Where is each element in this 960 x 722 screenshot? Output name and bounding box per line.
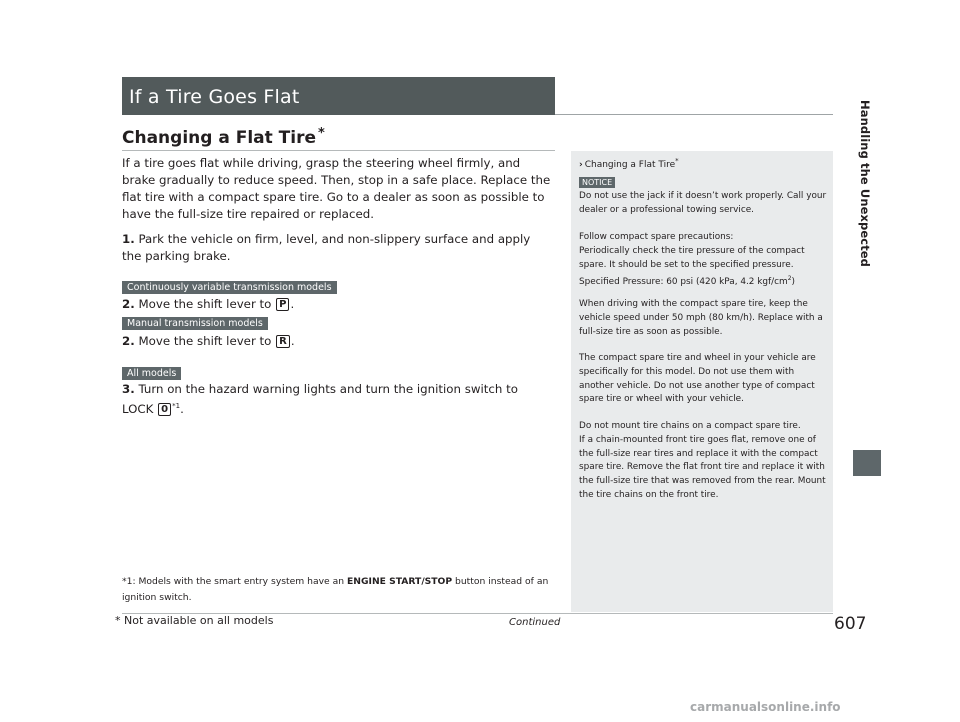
step-3-number: 3. [122,382,135,396]
step-2-cvt: 2. Move the shift lever to P . [122,297,295,311]
sidebar-paragraph-4: The compact spare tire and wheel in your vehicle are specifically for this model. Do not use them with another vehicle. Do not use another type of compact spare tire or wheel with your vehicle. [579,353,816,405]
availability-note: * Not available on all models [115,614,279,627]
sidebar-heading-star: * [675,157,679,165]
sidebar-paragraph-3: When driving with the compact spare tire, keep the vehicle speed under 50 mph (80 km/h). Replace with a full-size tire as soon as possible. [579,299,823,337]
chapter-tab[interactable] [853,450,881,476]
continued-label: Continued [509,617,561,628]
watermark: carmanualsonline.info [690,700,841,714]
intro-paragraph: If a tire goes flat while driving, grasp the steering wheel firmly, and brake gradually to reduce speed. Then, stop in a safe place. Replace the flat tire with a compact spare tire. Go to a dealer as soon as possible to have the full-size tire repaired or replaced. [122,156,551,221]
page-number: 607 [834,614,867,634]
step-1-number: 1. [122,232,135,246]
sidebar-p2-title: Follow compact spare precautions: [579,232,734,242]
step-3: 3. Turn on the hazard warning lights and turn the ignition switch to LOCK 0 $^{*1}$. [122,382,518,416]
step-2-manual-text: Move the shift lever to [138,334,276,348]
header-divider [555,114,833,115]
step-3-text: Turn on the hazard warning lights and turn the ignition switch to LOCK [122,382,518,416]
page-heading-text: Changing a Flat Tire [122,128,317,148]
notice-badge: NOTICE [579,177,615,188]
sidebar-p2-pressure [579,272,827,290]
sidebar-paragraph-1: Do not use the jack if it doesn’t work properly. Call your dealer or a professional towing service. [579,191,827,215]
model-tag-all: All models [122,367,181,380]
heading-divider [122,150,555,151]
pressure-text: Specified Pressure: 60 psi (420 kPa, 4.2 kgf/cm [579,277,788,288]
step-1-text: Park the vehicle on firm, level, and non-slippery surface and apply the parking brake. [122,232,531,263]
footnote-prefix: *1: Models with the smart entry system have an [122,576,348,587]
chapter-label-text: Handling the Unexpected [858,100,872,268]
availability-star: * [318,126,325,141]
step-2-cvt-number: 2. [122,297,135,311]
sidebar-paragraph-5 [579,420,827,503]
sidebar-heading-text: Changing a Flat Tire [584,160,676,170]
reverse-key-icon: R [276,335,290,348]
pressure-superscript: 2 [787,275,792,283]
footnote-ref: *1 [172,402,181,410]
park-key-icon: P [276,298,289,311]
step-2-cvt-text: Move the shift lever to [138,297,276,311]
sidebar-p2-body: Periodically check the tire pressure of the compact spare. It should be set to the specified pressure. [579,245,805,270]
footnote [122,574,562,606]
step-1 [122,231,552,265]
sidebar-paragraph-2 [579,231,827,290]
footnote-suffix: button instead of an ignition switch. [122,576,549,603]
sidebar-p5-body: If a chain-mounted front tire goes flat, remove one of the full-size rear tires and replace it with the compact spare tire. Remove the flat front tire and replace it with the full-size tire that was removed from the rear. Mount the tire chains on the front tire. [579,434,826,500]
model-tag-manual: Manual transmission models [122,317,268,330]
model-tag-cvt: Continuously variable transmission models [122,281,337,294]
sidebar-heading [579,157,679,170]
page-heading [122,128,325,148]
section-title: If a Tire Goes Flat [129,86,300,108]
sidebar-p5-line1: Do not mount tire chains on a compact spare tire. [579,421,801,431]
pressure-close: ) [791,277,795,288]
footnote-button-name: ENGINE START/STOP [347,576,453,587]
step-2-manual: 2. Move the shift lever to R . [122,334,295,348]
lock-key-icon: 0 [158,403,171,416]
chevron-right-icon: › [579,160,583,170]
step-2-manual-number: 2. [122,334,135,348]
